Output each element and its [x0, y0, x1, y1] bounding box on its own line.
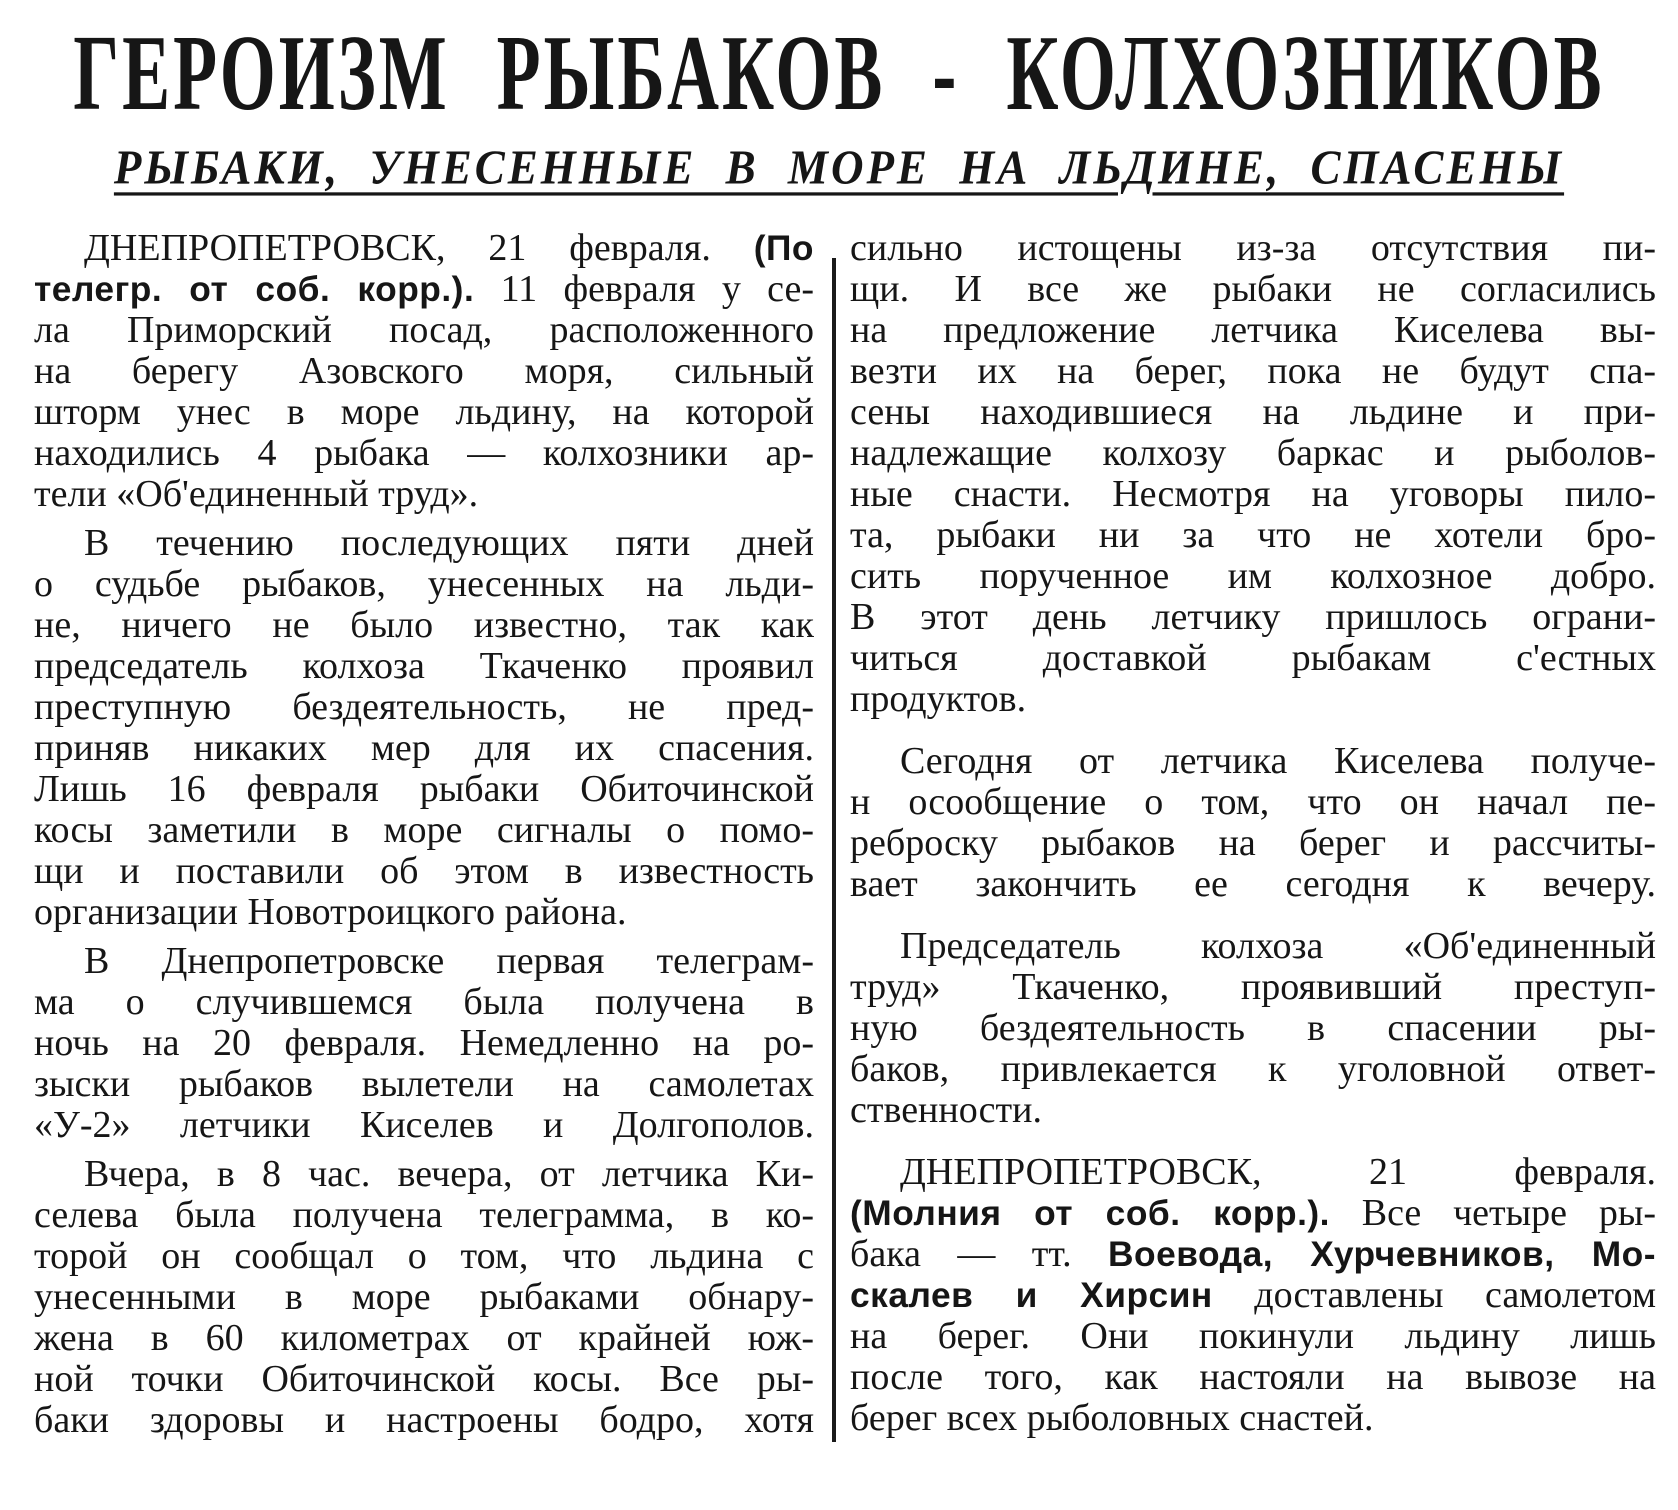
text-line: реброску рыбаков на берег и рассчиты- — [850, 822, 1656, 864]
subheadline — [0, 136, 1678, 200]
text-line: на берег. Они покинули льдину лишь — [850, 1315, 1656, 1357]
text-line: шторм унес в море льдину, на которой — [34, 391, 814, 433]
text-line: надлежащие колхозу баркас и рыболов- — [850, 432, 1656, 474]
text-line: (Молния от соб. корр.). Все четыре ры- — [850, 1192, 1656, 1234]
text-line: ночь на 20 февраля. Немедленно на ро- — [34, 1022, 814, 1064]
text-line: В течению последующих пяти дней — [84, 522, 814, 564]
text-line: жена в 60 километрах от крайней юж- — [34, 1317, 814, 1359]
headline-text: ГЕРОИЗМ РЫБАКОВ - КОЛХОЗНИКОВ — [73, 13, 1605, 133]
text-line: на берегу Азовского моря, сильный — [34, 350, 814, 392]
text-line: косы заметили в море сигналы о помо- — [34, 809, 814, 851]
text-line: берег всех рыболовных снастей. — [850, 1397, 1374, 1439]
headline — [0, 13, 1678, 136]
subheadline-text: РЫБАКИ, УНЕСЕННЫЕ В МОРЕ НА ЛЬДИНЕ, СПАСЕНЫ — [113, 140, 1565, 195]
text-line: В этот день летчику пришлось ограни- — [850, 596, 1656, 638]
text-line: сить порученное им колхозное добро. — [850, 555, 1656, 597]
column-right — [850, 228, 1656, 1439]
paragraph — [34, 523, 814, 933]
text-line: везти их на берег, пока не будут спа- — [850, 350, 1656, 392]
text-line: ДНЕПРОПЕТРОВСК, 21 февраля. — [900, 1151, 1656, 1193]
text-line: на предложение летчика Киселева вы- — [850, 309, 1656, 351]
text-line: председатель колхоза Ткаченко проявил — [34, 645, 814, 687]
text-line: скалев и Хирсин доставлены самолетом — [850, 1274, 1656, 1316]
text-line: торой он сообщал о том, что льдина с — [34, 1235, 814, 1277]
text-line: Сегодня от летчика Киселева получе- — [900, 740, 1656, 782]
text-line: после того, как настояли на вывозе на — [850, 1356, 1656, 1398]
text-line: ные снасти. Несмотря на уговоры пило- — [850, 473, 1656, 515]
column-left — [34, 228, 814, 1441]
text-line: Председатель колхоза «Об'единенный — [900, 925, 1656, 967]
text-line: баки здоровы и настроены бодро, хотя — [34, 1399, 814, 1441]
text-line: та, рыбаки ни за что не хотели бро- — [850, 514, 1656, 556]
text-line: ную бездеятельность в спасении ры- — [850, 1007, 1656, 1049]
text-line: сены находившиеся на льдине и при- — [850, 391, 1656, 433]
text-line: В Днепропетровске первая телеграм- — [84, 940, 814, 982]
text-line: читься доставкой рыбакам с'естных — [850, 637, 1656, 679]
paragraph — [850, 1152, 1656, 1439]
paragraph — [850, 228, 1656, 720]
text-line: селева была получена телеграмма, в ко- — [34, 1194, 814, 1236]
text-line: бака — тт. Воевода, Хурчевников, Мо- — [850, 1233, 1657, 1275]
paragraph — [850, 741, 1656, 905]
text-line: ственности. — [850, 1089, 1042, 1131]
text-line: щи и поставили об этом в известность — [34, 850, 814, 892]
text-line: унесенными в море рыбаками обнару- — [34, 1276, 814, 1318]
text-line: организации Новотроицкого района. — [34, 891, 627, 933]
text-line: Лишь 16 февраля рыбаки Обиточинской — [34, 768, 814, 810]
text-line: продуктов. — [850, 678, 1027, 720]
text-line: ла Приморский посад, расположенного — [34, 309, 814, 351]
text-line: вает закончить ее сегодня к вечеру. — [850, 863, 1656, 905]
text-line: преступную бездеятельность, не пред- — [34, 686, 814, 728]
text-line: приняв никаких мер для их спасения. — [34, 727, 814, 769]
text-line: находились 4 рыбака — колхозники ар- — [34, 432, 814, 474]
text-line: труд» Ткаченко, проявивший преступ- — [850, 966, 1656, 1008]
paragraph — [34, 1154, 814, 1441]
text-line: баков, привлекается к уголовной ответ- — [850, 1048, 1656, 1090]
paragraph — [34, 941, 814, 1146]
text-line: н осообщение о том, что он начал пе- — [850, 781, 1656, 823]
paragraph — [850, 926, 1656, 1131]
text-line: Вчера, в 8 час. вечера, от летчика Ки- — [84, 1153, 814, 1195]
text-line: телегр. от соб. корр.). 11 февраля у се- — [34, 268, 814, 310]
text-line: ма о случившемся была получена в — [34, 981, 814, 1023]
text-line: тели «Об'единенный труд». — [34, 473, 479, 515]
text-line: зыски рыбаков вылетели на самолетах — [34, 1063, 814, 1105]
text-line: ной точки Обиточинской косы. Все ры- — [34, 1358, 814, 1400]
text-line: «У-2» летчики Киселев и Долгополов. — [34, 1104, 814, 1146]
column-divider — [832, 258, 836, 1442]
text-line: ДНЕПРОПЕТРОВСК, 21 февраля. (По — [84, 227, 814, 269]
text-line: не, ничего не было известно, так как — [34, 604, 814, 646]
text-line: щи. И все же рыбаки не согласились — [850, 268, 1656, 310]
paragraph — [34, 228, 814, 515]
text-line: сильно истощены из-за отсутствия пи- — [850, 227, 1656, 269]
text-line: о судьбе рыбаков, унесенных на льди- — [34, 563, 814, 605]
